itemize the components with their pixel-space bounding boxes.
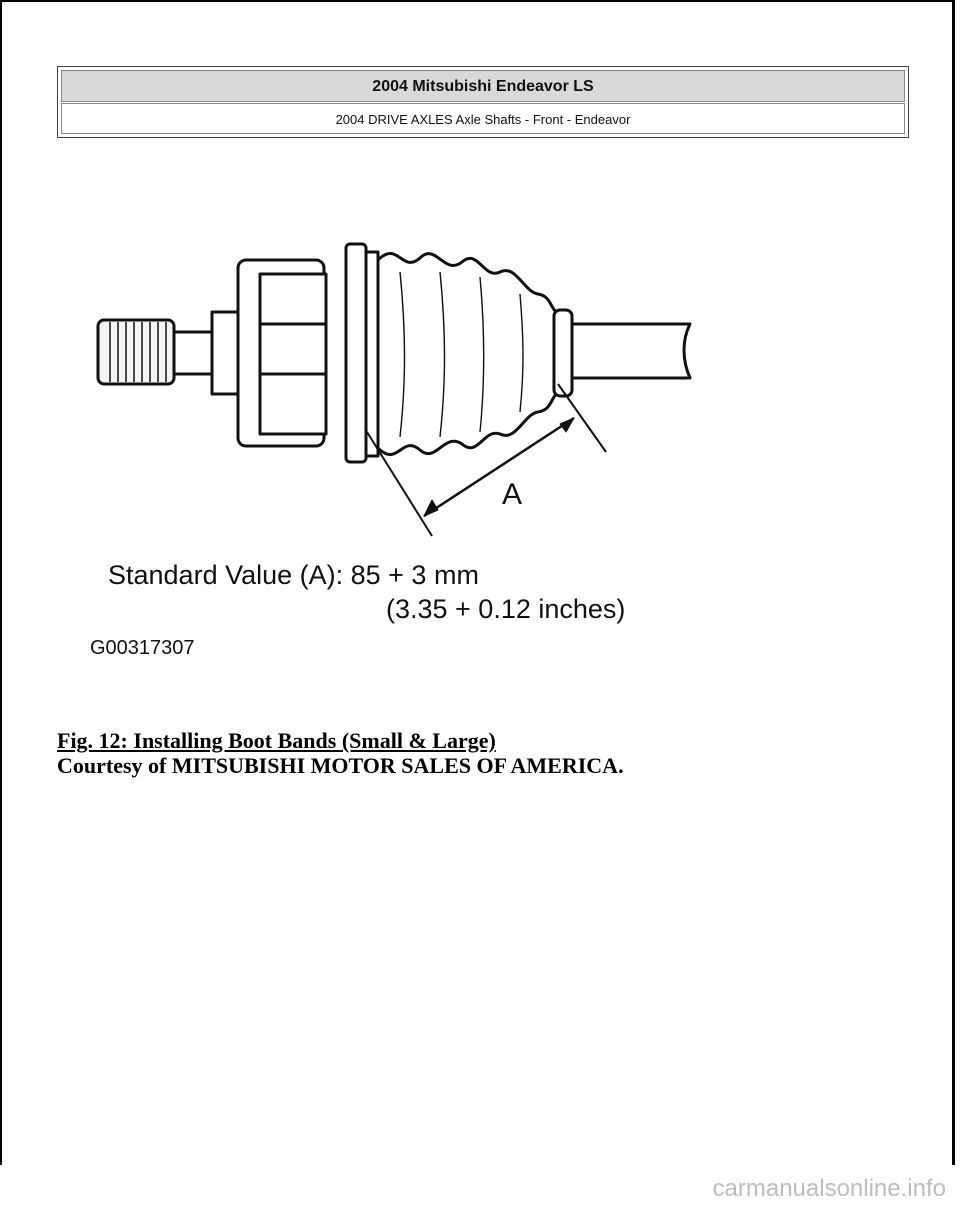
watermark-url: carmanualsonline.info xyxy=(712,1175,946,1202)
figure-title: Fig. 12: Installing Boot Bands (Small & Large) xyxy=(57,728,496,753)
standard-value-text: Standard Value (A): 85 + 3 mm xyxy=(108,560,479,590)
axle-shaft xyxy=(572,324,690,378)
axle-boot-illustration xyxy=(80,232,700,672)
shaft-neck xyxy=(174,332,214,374)
document-header xyxy=(57,66,909,138)
small-boot-band xyxy=(554,310,572,396)
part-code: G00317307 xyxy=(90,637,195,659)
shaft-collar xyxy=(212,312,238,394)
courtesy-line: Courtesy of MITSUBISHI MOTOR SALES OF AMERICA. xyxy=(57,753,624,778)
standard-value-inches: (3.35 + 0.12 inches) xyxy=(386,594,626,624)
figure-caption xyxy=(57,728,624,778)
large-boot-band xyxy=(346,244,366,462)
header-title: 2004 Mitsubishi Endeavor LS xyxy=(61,70,905,102)
header-subtitle: 2004 DRIVE AXLES Axle Shafts - Front - Endeavor xyxy=(61,103,905,134)
dimension-label: A xyxy=(502,478,523,511)
